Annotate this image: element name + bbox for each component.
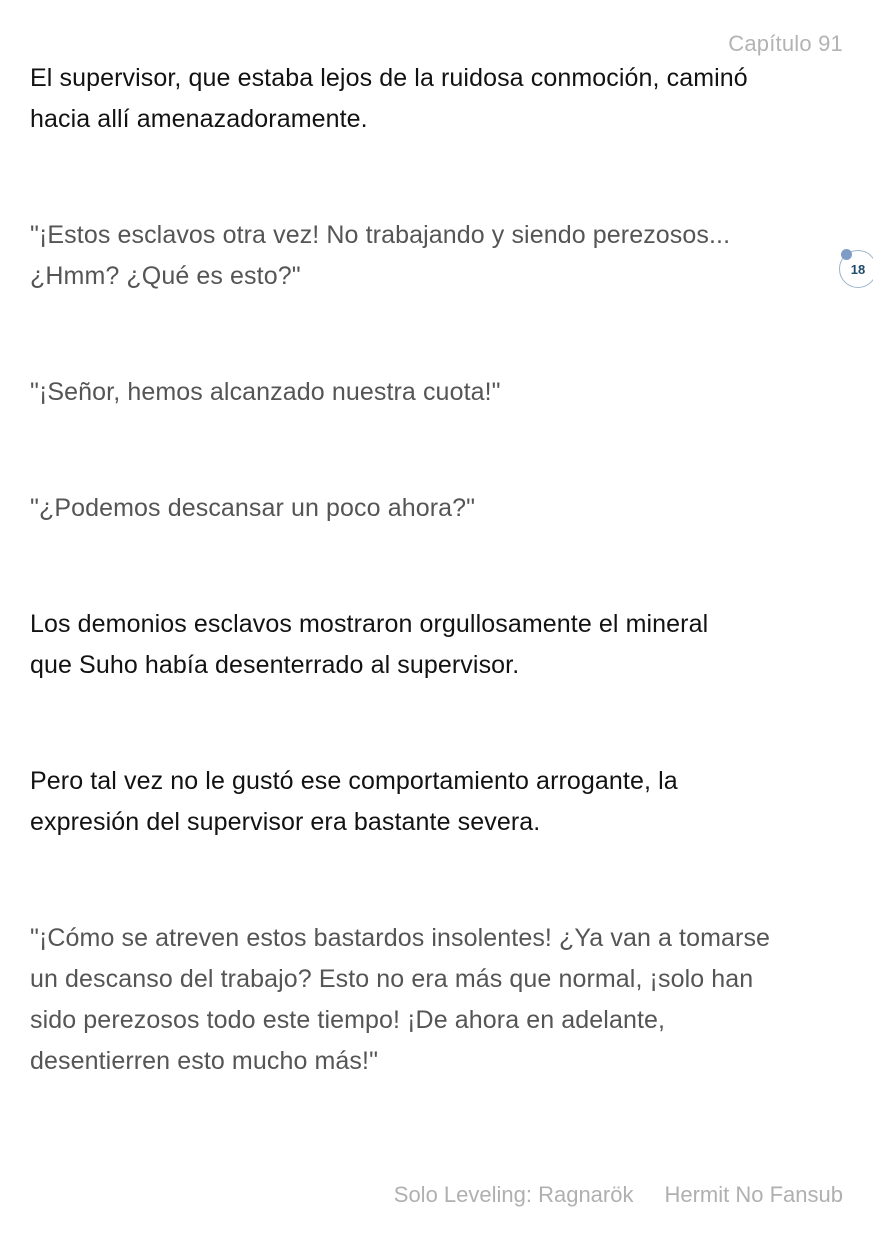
text-line: sido perezosos todo este tiempo! ¡De ahora en adelante, xyxy=(30,1006,666,1034)
paragraph-narration xyxy=(30,58,850,140)
paragraph-dialogue xyxy=(30,215,850,297)
text-line: un descanso del trabajo? Esto no era más que normal, ¡solo han xyxy=(30,965,754,993)
text-line: "¿Podemos descansar un poco ahora?" xyxy=(30,494,476,522)
text-line: que Suho había desenterrado al supervisor. xyxy=(30,651,520,679)
paragraph-dialogue xyxy=(30,918,850,1082)
progress-dot-icon xyxy=(841,249,852,260)
book-title: Solo Leveling: Ragnarök xyxy=(393,1182,634,1207)
text-line: hacia allí amenazadoramente. xyxy=(30,105,368,133)
paragraph-dialogue xyxy=(30,372,850,413)
translator-credit: Hermit No Fansub xyxy=(664,1182,843,1207)
text-line: ¿Hmm? ¿Qué es esto?" xyxy=(30,262,301,290)
text-line: "¡Cómo se atreven estos bastardos insolentes! ¿Ya van a tomarse xyxy=(30,924,771,952)
text-line: expresión del supervisor era bastante severa. xyxy=(30,808,541,836)
text-line: Pero tal vez no le gustó ese comportamiento arrogante, la xyxy=(30,767,678,795)
paragraph-narration xyxy=(30,761,850,843)
chapter-content xyxy=(30,58,850,1082)
text-line: "¡Señor, hemos alcanzado nuestra cuota!" xyxy=(30,378,501,406)
text-line: Los demonios esclavos mostraron orgullosamente el mineral xyxy=(30,610,709,638)
paragraph-dialogue xyxy=(30,488,850,529)
text-line: desentierren esto mucho más!" xyxy=(30,1047,379,1075)
chapter-title: Capítulo 91 xyxy=(728,31,843,56)
text-line: El supervisor, que estaba lejos de la ruidosa conmoción, caminó xyxy=(30,64,748,92)
text-line: "¡Estos esclavos otra vez! No trabajando y siendo perezosos... xyxy=(30,221,731,249)
page-number: 18 xyxy=(850,261,866,277)
footer xyxy=(394,1182,843,1208)
paragraph-narration xyxy=(30,604,850,686)
